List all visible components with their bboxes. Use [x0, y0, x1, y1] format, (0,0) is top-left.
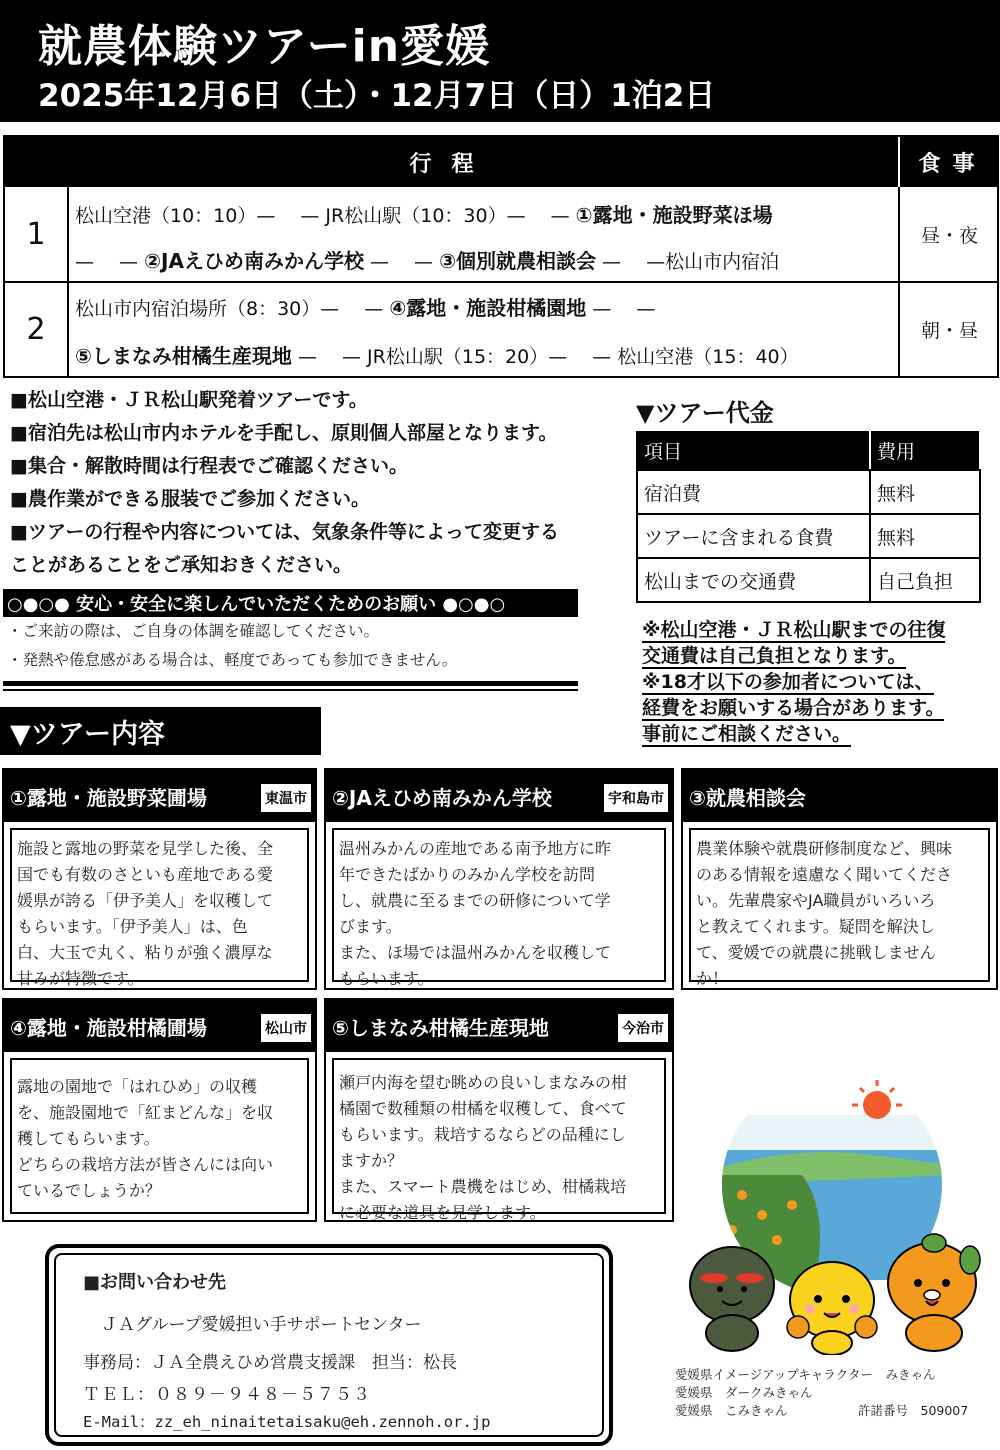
contact-email[interactable]: E-Mail：zz_eh_ninaitetaisaku@eh.zennoh.or.jp: [83, 1413, 491, 1431]
card-body: 瀬戸内海を望む眺めの良いしまなみの柑 橘園で数種類の柑橘を収穫して、食べて もらいます。栽培するならどの品種にし ますか？ また、スマート農機をはじめ、柑橘栽培 に必要な道具を見学します。: [332, 1058, 666, 1214]
location-tag: 今治市: [618, 1014, 668, 1042]
price-note: 経費をお願いする場合があります。: [642, 697, 945, 719]
credit-line: 愛媛県 こみきゃん: [675, 1403, 788, 1418]
tour-notes: [10, 384, 610, 582]
table-row: 宿泊費 無料: [637, 470, 980, 514]
tour-contents-heading: ▼ツアー内容: [0, 707, 321, 755]
meals-header: 食事: [900, 137, 997, 187]
table-row: 松山までの交通費 自己負担: [637, 558, 980, 602]
table-row: ツアーに含まれる食費 無料: [637, 514, 980, 558]
price-notes: [642, 617, 992, 747]
safety-title: ○●○● 安心・安全に楽しんでいただくためのお願い ●○●○: [3, 589, 578, 617]
card-title: ②JAえひめ南みかん学校: [332, 785, 552, 810]
mascot-illustration: [672, 1075, 992, 1355]
card-body: 露地の園地で「はれひめ」の収穫 を、施設園地で「紅まどんな」を収 穫してもらいます。 どちらの栽培方法が皆さんには向い ているでしょうか？: [10, 1058, 309, 1214]
location-tag: 宇和島市: [604, 784, 668, 812]
location-tag: 東温市: [261, 784, 311, 812]
card-title: ④露地・施設柑橘圃場: [10, 1015, 207, 1040]
day2-route-line1: 松山市内宿泊場所（8：30）— — ④露地・施設柑橘園地 — —: [75, 296, 656, 320]
location-tag: 松山市: [261, 1014, 311, 1042]
day1-route-line2: — — ②JAえひめ南みかん学校 — — ③個別就農相談会 — —松山市内宿泊: [75, 249, 780, 273]
card-body: 農業体験や就農研修制度など、興味 のある情報を遠慮なく聞いてくださ い。先輩農家やJA職員がいろいろ と教えてくれます。疑問を解決し て、愛媛での就農に挑戦しません か！: [689, 828, 990, 982]
price-section: [636, 393, 986, 603]
contact-heading: ■お問い合わせ先: [83, 1272, 227, 1293]
page-title: 就農体験ツアーin愛媛: [38, 21, 491, 72]
contact-box: [45, 1244, 613, 1446]
safety-request: [3, 589, 578, 675]
day2-meals: 朝・昼: [920, 320, 978, 342]
itinerary-table: [3, 135, 999, 378]
card-title: ⑤しまなみ柑橘生産現地: [332, 1015, 549, 1040]
price-col-item: 項目: [637, 430, 870, 470]
price-note: 交通費は自己負担となります。: [642, 645, 907, 667]
price-note: 事前にご相談ください。: [642, 723, 852, 745]
safety-item: ・ご来訪の際は、ご自身の体調を確認してください。: [7, 622, 380, 640]
note-item: ことがあることをご承知おきください。: [10, 554, 353, 576]
day1-route-line1: 松山空港（10：10）— — JR松山駅（10：30）— — ①露地・施設野菜ほ場: [75, 203, 773, 227]
card-body: 施設と露地の野菜を見学した後、全 国でも有数のさといも産地である愛 媛県が誇る「伊予美人」を収穫して もらいます。「伊予美人」は、色 白、大玉で丸く、粘りが強く濃厚な 甘みが特徴です。: [10, 828, 309, 982]
credit-line: 愛媛県 ダークみきゃん: [675, 1385, 813, 1400]
note-item: ■宿泊先は松山市内ホテルを手配し、原則個人部屋となります。: [10, 422, 558, 444]
title-banner: [0, 0, 1000, 122]
itinerary-header: 行程: [5, 137, 898, 187]
tour-card-5: [324, 998, 674, 1222]
day2-route-line2: ⑤しまなみ柑橘生産現地 — — JR松山駅（15：20）— — 松山空港（15：40）: [75, 344, 799, 368]
day-number: 1: [26, 216, 46, 252]
card-title: ③就農相談会: [689, 785, 806, 810]
note-item: ■集合・解散時間は行程表でご確認ください。: [10, 455, 408, 477]
credit-line: 愛媛県イメージアップキャラクター みきゃん: [675, 1367, 936, 1382]
day1-meals: 昼・夜: [920, 224, 978, 247]
note-item: ■松山空港・ＪＲ松山駅発着ツアーです。: [10, 389, 368, 411]
dark-mikyan-icon: [690, 1247, 774, 1351]
note-item: ■ツアーの行程や内容については、気象条件等によって変更する: [10, 521, 560, 543]
safety-item: ・発熱や倦怠感がある場合は、軽度であっても参加できません。: [7, 651, 458, 669]
price-col-cost: 費用: [870, 430, 980, 470]
price-heading: ▼ツアー代金: [636, 399, 774, 427]
sun-icon: [863, 1091, 891, 1119]
card-title: ①露地・施設野菜圃場: [10, 785, 207, 810]
contact-tel: ＴＥＬ：０８９－９４８－５７５３: [83, 1385, 371, 1405]
price-table: [636, 429, 981, 603]
contact-org: ＪＡグループ愛媛担い手サポートセンター: [101, 1315, 422, 1335]
divider: [3, 689, 578, 691]
price-note: ※松山空港・ＪＲ松山駅までの往復: [642, 619, 946, 641]
tour-card-2: [324, 768, 674, 990]
character-credits: [675, 1366, 969, 1420]
day-number: 2: [26, 312, 46, 347]
note-item: ■農作業ができる服装でご参加ください。: [10, 488, 370, 510]
permit-number: 許諾番号 509007: [858, 1403, 969, 1418]
tour-card-4: [2, 998, 317, 1222]
divider: [3, 681, 578, 686]
tour-card-1: [2, 768, 317, 990]
contact-office: 事務局：ＪＡ全農えひめ営農支援課 担当：松長: [83, 1353, 457, 1373]
price-note: ※18才以下の参加者については、: [642, 671, 934, 693]
ko-mikyan-icon: [787, 1262, 877, 1355]
card-body: 温州みかんの産地である南予地方に昨 年できたばかりのみかん学校を訪問 し、就農に至るまでの研修について学 びます。 また、ほ場では温州みかんを収穫して もらいます。: [332, 828, 666, 982]
tour-dates: 2025年12月6日（土）・12月7日（日）1泊2日: [38, 78, 716, 114]
tour-card-3: [681, 768, 998, 990]
